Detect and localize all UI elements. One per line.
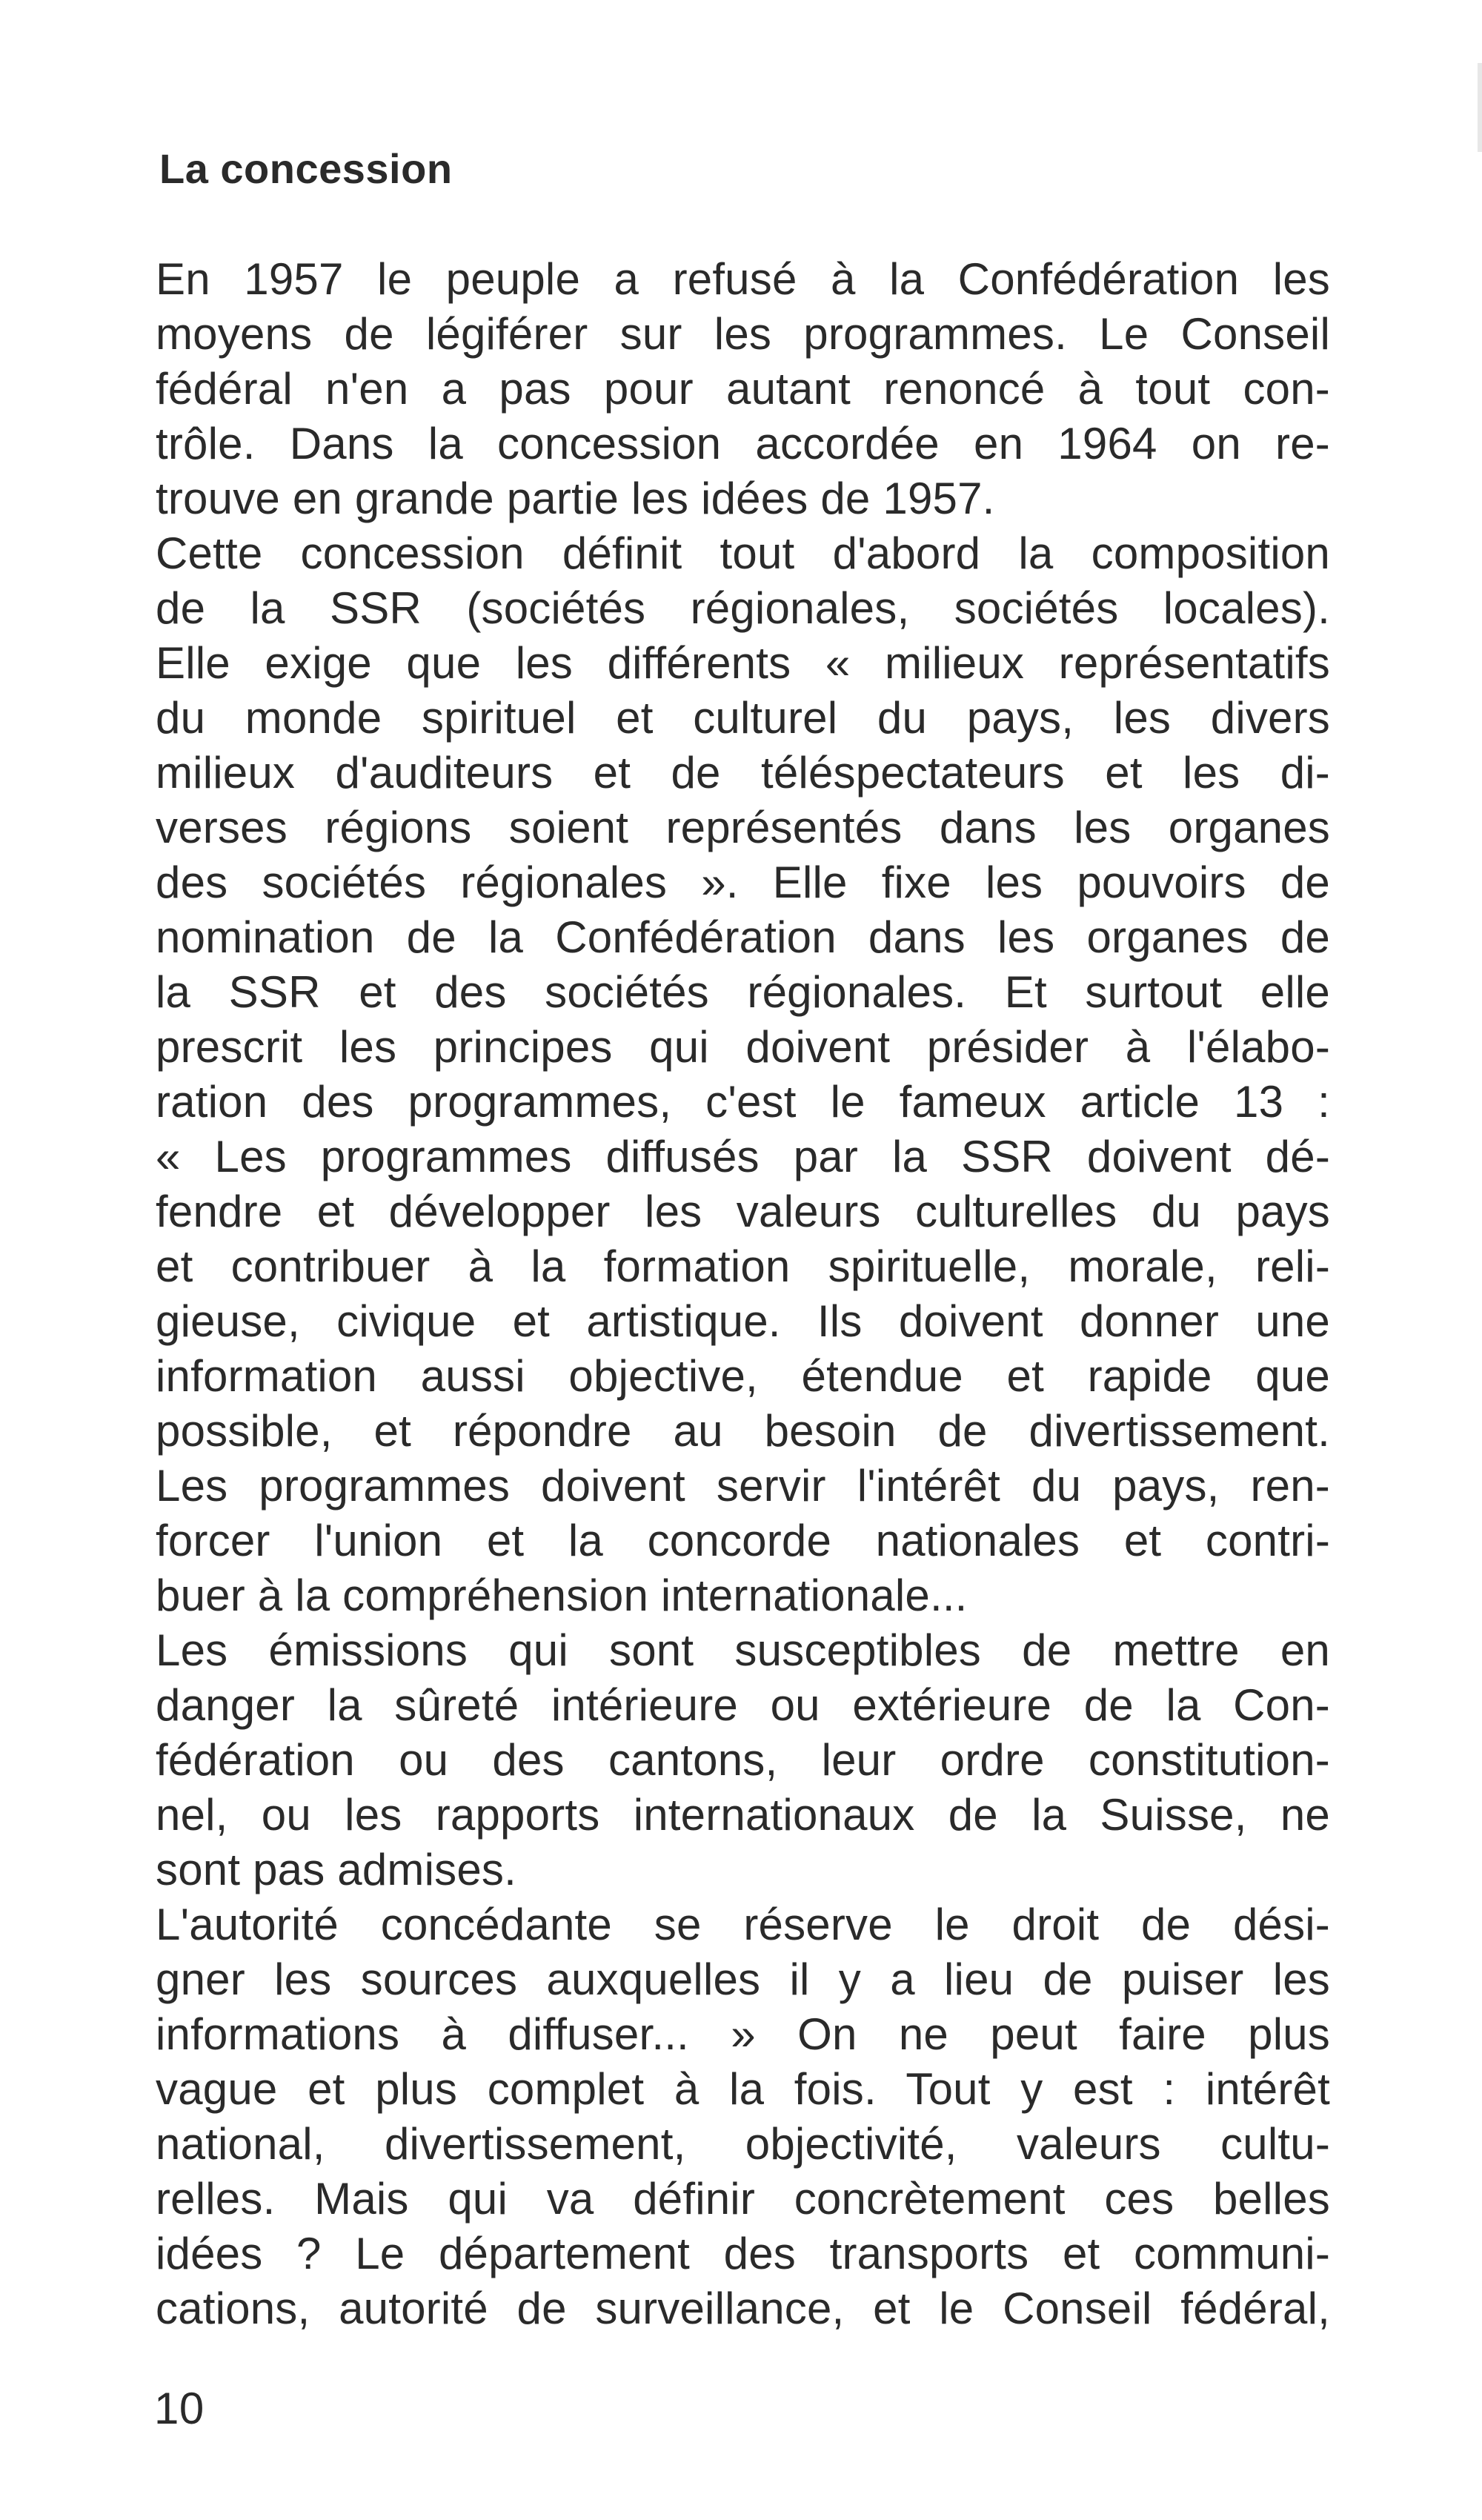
- text-line: sont pas admises.: [156, 1845, 516, 1894]
- text-line: milieux d'auditeurs et de téléspectateurs et les di-: [156, 748, 1330, 798]
- text-line: trôle. Dans la concession accordée en 1964 on re-: [156, 419, 1330, 468]
- text-line: Cette concession définit tout d'abord la composition: [156, 528, 1330, 578]
- text-line: fendre et développer les valeurs culturelles du pays: [156, 1187, 1330, 1236]
- text-line: du monde spirituel et culturel du pays, les divers: [156, 693, 1330, 743]
- text-line: nomination de la Confédération dans les organes de: [156, 912, 1330, 962]
- text-line: national, divertissement, objectivité, valeurs cultu-: [156, 2119, 1330, 2169]
- body-text: [156, 252, 1330, 2336]
- text-line: danger la sûreté intérieure ou extérieure de la Con-: [156, 1680, 1330, 1730]
- text-line: verses régions soient représentés dans les organes: [156, 803, 1330, 852]
- text-line: vague et plus complet à la fois. Tout y est : intérêt: [156, 2064, 1330, 2114]
- text-line: Elle exige que les différents « milieux représentatifs: [156, 638, 1330, 688]
- text-line: En 1957 le peuple a refusé à la Confédération les: [156, 254, 1330, 304]
- page-edge-mark: [1478, 63, 1482, 152]
- text-line: des sociétés régionales ». Elle fixe les pouvoirs de: [156, 858, 1330, 907]
- text-line: et contribuer à la formation spirituelle, morale, reli-: [156, 1241, 1330, 1291]
- section-heading: La concession: [159, 145, 453, 192]
- text-line: prescrit les principes qui doivent présider à l'élabo-: [156, 1022, 1330, 1072]
- text-line: nel, ou les rapports internationaux de la Suisse, ne: [156, 1790, 1330, 1840]
- text-line: fédération ou des cantons, leur ordre constitution-: [156, 1735, 1330, 1785]
- text-line: moyens de légiférer sur les programmes. Le Conseil: [156, 309, 1330, 359]
- text-line: forcer l'union et la concorde nationales et contri-: [156, 1516, 1330, 1565]
- text-line: Les programmes doivent servir l'intérêt du pays, ren-: [156, 1461, 1330, 1511]
- text-line: informations à diffuser... » On ne peut faire plus: [156, 2009, 1330, 2059]
- text-line: ration des programmes, c'est le fameux article 13 :: [156, 1077, 1330, 1127]
- text-line: possible, et répondre au besoin de divertissement.: [156, 1406, 1330, 1456]
- text-line: Les émissions qui sont susceptibles de mettre en: [156, 1625, 1330, 1675]
- text-line: L'autorité concédante se réserve le droit de dési-: [156, 1900, 1330, 1949]
- text-line: « Les programmes diffusés par la SSR doivent dé-: [156, 1132, 1330, 1181]
- page-number: 10: [154, 2384, 205, 2433]
- text-line: gner les sources auxquelles il y a lieu de puiser les: [156, 1954, 1330, 2004]
- text-line: gieuse, civique et artistique. Ils doivent donner une: [156, 1296, 1330, 1346]
- text-line: idées ? Le département des transports et communi-: [156, 2229, 1330, 2278]
- text-line: fédéral n'en a pas pour autant renoncé à tout con-: [156, 364, 1330, 414]
- text-line: relles. Mais qui va définir concrètement ces belles: [156, 2174, 1330, 2224]
- text-line: trouve en grande partie les idées de 1957.: [156, 474, 995, 523]
- text-line: cations, autorité de surveillance, et le Conseil fédéral,: [156, 2284, 1330, 2333]
- text-line: information aussi objective, étendue et rapide que: [156, 1351, 1330, 1401]
- text-line: buer à la compréhension internationale...: [156, 1571, 968, 1620]
- text-line: de la SSR (sociétés régionales, sociétés locales).: [156, 583, 1330, 633]
- text-line: la SSR et des sociétés régionales. Et surtout elle: [156, 967, 1330, 1017]
